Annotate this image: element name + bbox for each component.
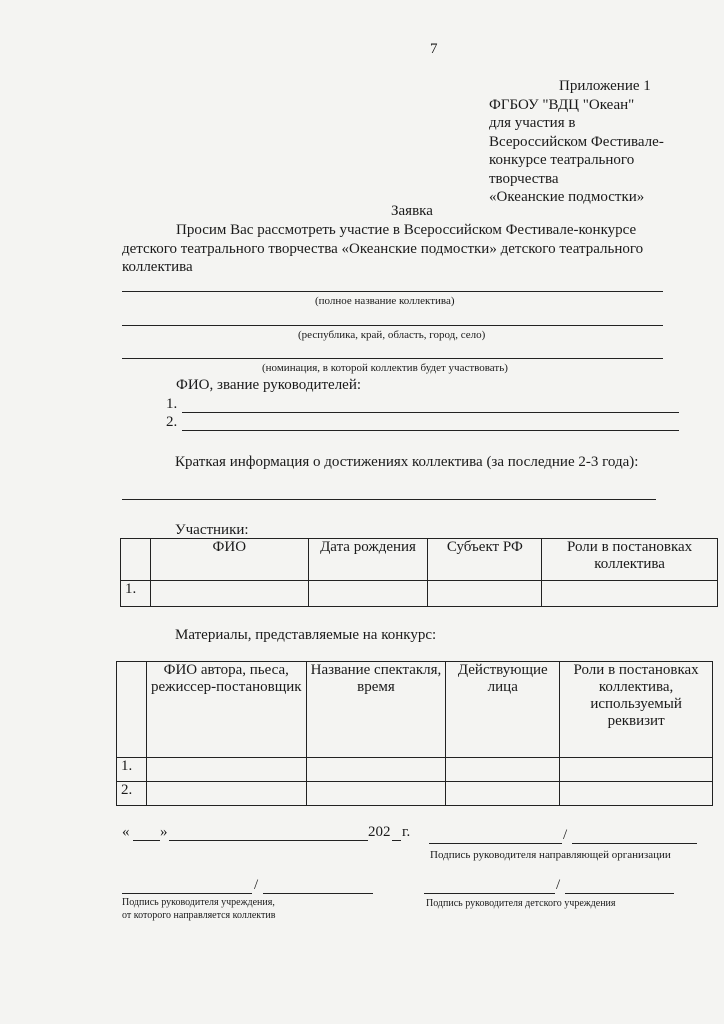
nomination-line[interactable] <box>122 358 663 359</box>
table-header-row <box>121 539 718 581</box>
appendix-line: конкурсе театрального <box>489 152 635 168</box>
application-title: Заявка <box>391 203 433 219</box>
date-year-suffix: г. <box>402 824 411 840</box>
table-cell: 2. <box>117 782 147 806</box>
date-year: 202 <box>368 824 391 840</box>
table-row <box>121 581 718 607</box>
table-header-cell: Действующие лица <box>446 662 560 758</box>
table-header-cell: ФИО автора, пьеса, режиссер-постановщик <box>146 662 306 758</box>
participants-label: Участники: <box>175 522 249 538</box>
date-month-line[interactable] <box>169 840 368 841</box>
date-day-line[interactable] <box>133 840 160 841</box>
children-institution-signature-caption: Подпись руководителя детского учреждения <box>426 898 616 909</box>
signature-name-line[interactable] <box>565 893 674 894</box>
table-header-cell: Роли в постановках коллектива <box>542 539 718 581</box>
table-cell[interactable] <box>150 581 308 607</box>
table-header-cell <box>121 539 151 581</box>
intro-text: коллектива <box>122 259 193 275</box>
table-cell[interactable] <box>446 758 560 782</box>
achievements-line[interactable] <box>122 499 656 500</box>
table-header-row <box>117 662 713 758</box>
collective-name-line[interactable] <box>122 291 663 292</box>
table-cell[interactable] <box>308 581 428 607</box>
table-header-cell: Название спектакля, время <box>306 662 446 758</box>
leaders-label: ФИО, звание руководителей: <box>176 377 362 393</box>
materials-table <box>116 661 713 806</box>
collective-name-hint: (полное название коллектива) <box>315 295 455 307</box>
table-row <box>117 782 713 806</box>
materials-label: Материалы, представляемые на конкурс: <box>175 627 437 643</box>
signature-slash: / <box>254 877 259 893</box>
signature-line[interactable] <box>122 893 252 894</box>
region-line[interactable] <box>122 325 663 326</box>
institution-signature-caption: Подпись руководителя учреждения, <box>122 897 275 908</box>
appendix-line: Приложение 1 <box>559 78 651 94</box>
table-header-cell: Субъект РФ <box>428 539 542 581</box>
table-cell[interactable] <box>146 758 306 782</box>
table-cell[interactable] <box>542 581 718 607</box>
appendix-line: «Океанские подмостки» <box>489 189 645 205</box>
signature-name-line[interactable] <box>263 893 373 894</box>
appendix-line: для участия в <box>489 115 576 131</box>
institution-signature-caption: от которого направляется коллектив <box>122 910 276 921</box>
signature-line[interactable] <box>424 893 555 894</box>
leader-1-line[interactable] <box>182 412 679 413</box>
table-cell: 1. <box>117 758 147 782</box>
intro-text: Просим Вас рассмотреть участие в Всероссийском Фестивале-конкурсе <box>176 222 637 238</box>
table-cell[interactable] <box>428 581 542 607</box>
table-header-cell <box>117 662 147 758</box>
table-row <box>117 758 713 782</box>
nomination-hint: (номинация, в которой коллектив будет участвовать) <box>262 362 508 374</box>
appendix-block <box>489 77 664 207</box>
table-header-cell: Дата рождения <box>308 539 428 581</box>
table-header-cell: Роли в постановках коллектива, используемый реквизит <box>560 662 713 758</box>
table-cell[interactable] <box>560 758 713 782</box>
achievements-label: Краткая информация о достижениях коллектива (за последние 2-3 года): <box>175 454 639 470</box>
page-number: 7 <box>430 41 438 57</box>
sending-org-signature-caption: Подпись руководителя направляющей организации <box>430 849 671 861</box>
leader-number: 2. <box>166 414 178 430</box>
appendix-line: Всероссийском Фестивале- <box>489 133 664 150</box>
participants-table <box>120 538 718 607</box>
signature-line[interactable] <box>429 843 562 844</box>
table-cell[interactable] <box>306 782 446 806</box>
table-cell: 1. <box>121 581 151 607</box>
table-cell[interactable] <box>306 758 446 782</box>
intro-text: детского театрального творчества «Океанские подмостки» детского театрального <box>122 241 644 257</box>
appendix-line: творчества <box>489 170 559 187</box>
table-header-cell: ФИО <box>150 539 308 581</box>
region-hint: (республика, край, область, город, село) <box>298 329 486 341</box>
date-close-quote: » <box>160 824 168 840</box>
appendix-line: ФГБОУ "ВДЦ "Океан" <box>489 96 635 113</box>
leader-2-line[interactable] <box>182 430 679 431</box>
table-cell[interactable] <box>146 782 306 806</box>
leader-number: 1. <box>166 396 178 412</box>
date-year-line[interactable] <box>392 840 401 841</box>
table-cell[interactable] <box>560 782 713 806</box>
date-open-quote: « <box>122 824 130 840</box>
signature-slash: / <box>563 827 568 843</box>
signature-slash: / <box>556 877 561 893</box>
signature-name-line[interactable] <box>572 843 697 844</box>
table-cell[interactable] <box>446 782 560 806</box>
